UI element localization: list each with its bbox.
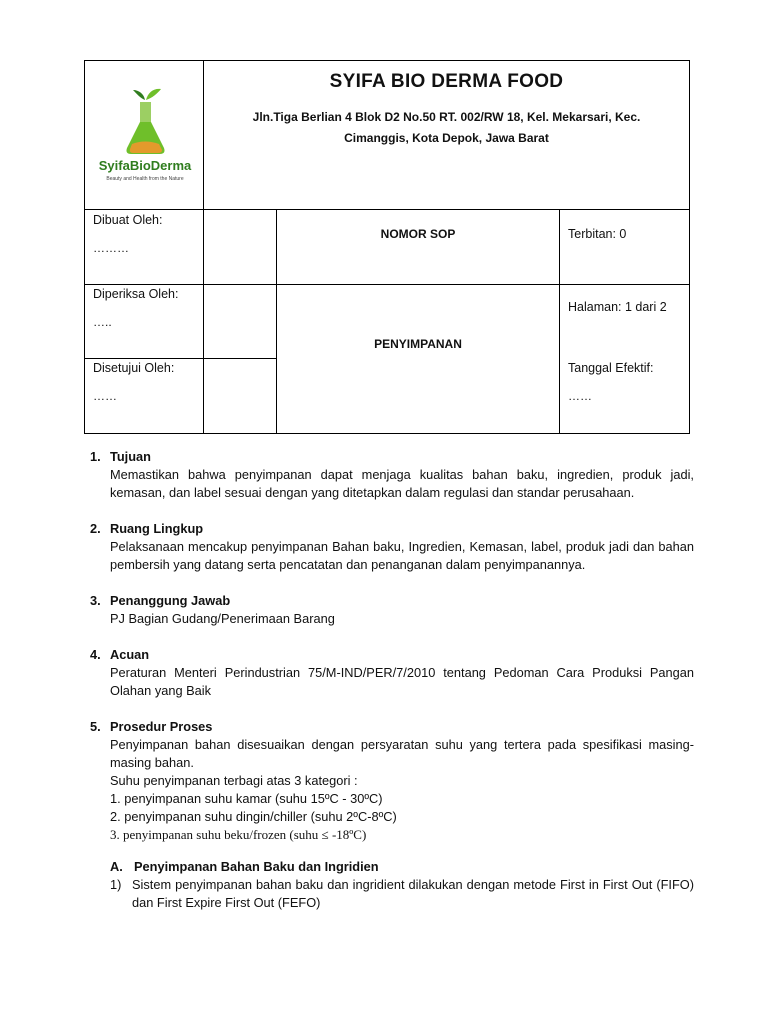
disetujui-value: ……: [93, 389, 117, 403]
flask-leaf-icon: [90, 86, 200, 186]
table-divider: [85, 358, 277, 359]
company-name: SYIFA BIO DERMA FOOD: [329, 71, 564, 92]
sop-header-table: [84, 60, 690, 434]
section-line: Suhu penyimpanan terbagi atas 3 kategori :: [110, 773, 358, 788]
sop-title: PENYIMPANAN: [374, 337, 462, 351]
svg-text:Beauty and Health from the Nat: Beauty and Health from the Nature: [105, 175, 184, 182]
subsection-heading: A. Penyimpanan Bahan Baku dan Ingridien: [110, 859, 379, 874]
tanggal-efektif-value: ……: [568, 389, 592, 403]
diperiksa-label: Diperiksa Oleh:: [93, 287, 179, 301]
dibuat-value: ………: [93, 241, 129, 255]
section-body: Memastikan bahwa penyimpanan dapat menjaga kualitas bahan baku, ingredien, produk jadi, kemasan, dan label sesuai dengan yang ditetapkan dalam regulasi dan standar perusahaan.: [110, 467, 694, 500]
svg-text:SyifaBioDerma: SyifaBioDerma: [98, 157, 191, 173]
company-address: Jln.Tiga Berlian 4 Blok D2 No.50 RT. 002/RW 18, Kel. Mekarsari, Kec. Cimanggis, Kota Depok, Jawa Barat: [252, 110, 641, 145]
section-heading: 4. Acuan: [90, 647, 150, 662]
section-body: Penyimpanan bahan disesuaikan dengan persyaratan suhu yang tertera pada spesifikasi masing-masing bahan.: [110, 737, 694, 770]
list-item: 1) Sistem penyimpanan bahan baku dan ingridient dilakukan dengan metode First in First Out (FIFO) dan First Expire First Out (FEFO): [110, 877, 694, 910]
temperature-category: 2. penyimpanan suhu dingin/chiller (suhu 2ºC-8ºC): [110, 809, 397, 824]
temperature-category: 1. penyimpanan suhu kamar (suhu 15ºC - 30ºC): [110, 791, 383, 806]
nomor-sop: NOMOR SOP: [380, 227, 456, 241]
section-heading: 1. Tujuan: [90, 449, 151, 464]
company-logo: [85, 61, 204, 210]
section-heading: 2. Ruang Lingkup: [90, 521, 204, 536]
dibuat-label: Dibuat Oleh:: [93, 213, 163, 227]
halaman: Halaman: 1 dari 2: [568, 300, 667, 314]
temperature-category: 3. penyimpanan suhu beku/frozen (suhu ≤ -18ºC): [110, 827, 367, 842]
section-heading: 5. Prosedur Proses: [90, 719, 213, 734]
table-divider: [559, 210, 560, 433]
section-heading: 3. Penanggung Jawab: [90, 593, 231, 608]
section-body: Peraturan Menteri Perindustrian 75/M-IND/PER/7/2010 tentang Pedoman Cara Produksi Pangan Olahan yang Baik: [110, 665, 694, 698]
diperiksa-value: …..: [93, 315, 112, 329]
tanggal-efektif-label: Tanggal Efektif:: [568, 361, 654, 375]
sop-content: [90, 448, 694, 912]
section-body: PJ Bagian Gudang/Penerimaan Barang: [110, 611, 335, 626]
company-info: [204, 61, 689, 210]
table-divider: [276, 210, 277, 433]
terbitan: Terbitan: 0: [568, 227, 627, 241]
section-body: Pelaksanaan mencakup penyimpanan Bahan baku, Ingredien, Kemasan, label, produk jadi dan bahan pembersih yang datang serta pencatatan dan penanganan dalam penyimpanannya.: [110, 539, 694, 572]
disetujui-label: Disetujui Oleh:: [93, 361, 175, 375]
table-divider: [85, 284, 689, 285]
